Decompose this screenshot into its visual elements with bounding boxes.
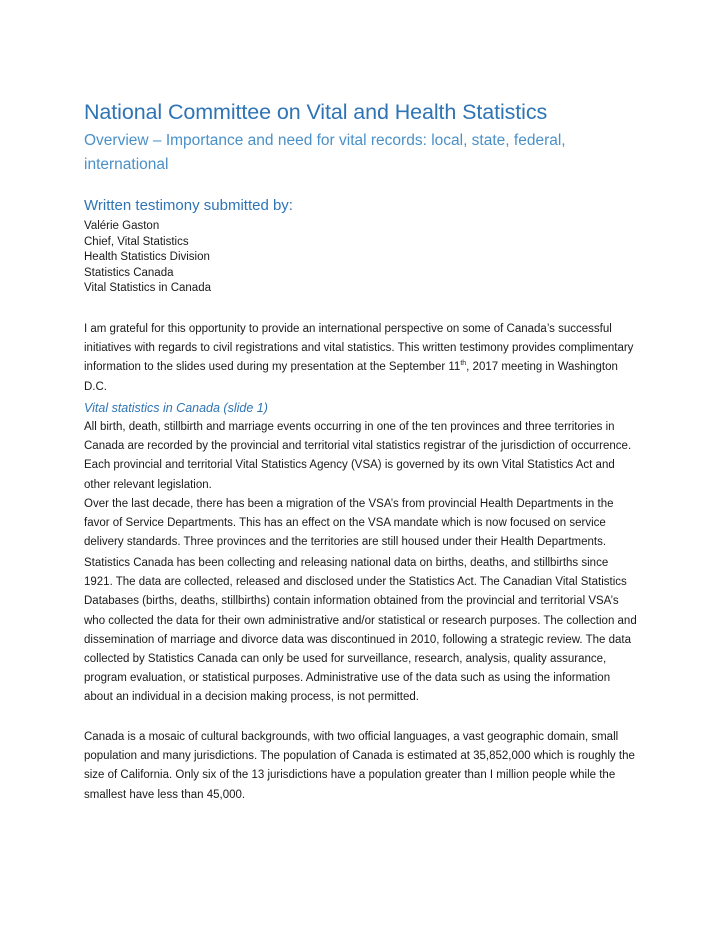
author-title: Chief, Vital Statistics <box>84 235 189 248</box>
author-division: Health Statistics Division <box>84 251 210 264</box>
author-block <box>84 219 211 297</box>
testimony-heading: Written testimony submitted by: <box>84 197 293 214</box>
intro-paragraph <box>84 320 640 397</box>
intro-text-end: , 2017 meeting in Washington D.C. <box>84 361 618 393</box>
author-program: Vital Statistics in Canada <box>84 282 211 295</box>
paragraph-statcan-data: Statistics Canada has been collecting and releasing national data on births, deaths, and stillbirths since 1921. The data are collected, released and disclosed under the Statistics Act. The Canadian Vital Statistics Databases (births, deaths, stillbirths) contain information obtained from the provincial and territorial VSA’s who collected the data for their own administrative and/or statistical or research purposes. The collection and dissemination of marriage and divorce data was discontinued in 2010, following a strategic review. The data collected by Statistics Canada can only be used for surveillance, research, analysis, quality assurance, program evaluation, or statistical purposes. Administrative use of the data such as using the information about an individual in a decision making process, is not permitted. <box>84 557 637 704</box>
paragraph-population: Canada is a mosaic of cultural backgrounds, with two official languages, a vast geographic domain, small population and many jurisdictions. The population of Canada is estimated at 35,852,000 which is roughly the size of California. Only six of the 13 jurisdictions have a population greater than I million people while the smallest have less than 45,000. <box>84 731 635 801</box>
document-title: National Committee on Vital and Health Statistics <box>84 100 548 124</box>
ordinal-suffix: th <box>460 360 467 368</box>
author-name: Valérie Gaston <box>84 220 160 232</box>
section-heading-slide-1: Vital statistics in Canada (slide 1) <box>84 401 268 415</box>
author-organization: Statistics Canada <box>84 266 174 279</box>
intro-text-start: I am grateful for this opportunity to provide an international perspective on some of Canada’s successful initiatives with regards to civil registrations and vital statistics. This written testimony provides complimentary information to the slides used during my presentation at the September 11 <box>84 323 634 374</box>
document-subtitle: Overview – Importance and need for vital records: local, state, federal, international <box>84 132 566 173</box>
paragraph-registration: All birth, death, stillbirth and marriage events occurring in one of the ten provinces and three territories in Canada are recorded by the provincial and territorial vital statistics registrar of the jurisdiction of occurrence. Each provincial and territorial Vital Statistics Agency (VSA) is governed by its own Vital Statistics Act and other relevant legislation. <box>84 421 632 491</box>
paragraph-migration: Over the last decade, there has been a migration of the VSA’s from provincial Health Departments in the favor of Service Departments. This has an effect on the VSA mandate which is now focused on service delivery standards. Three provinces and the territories are still housed under their Health Departments. <box>84 498 614 549</box>
